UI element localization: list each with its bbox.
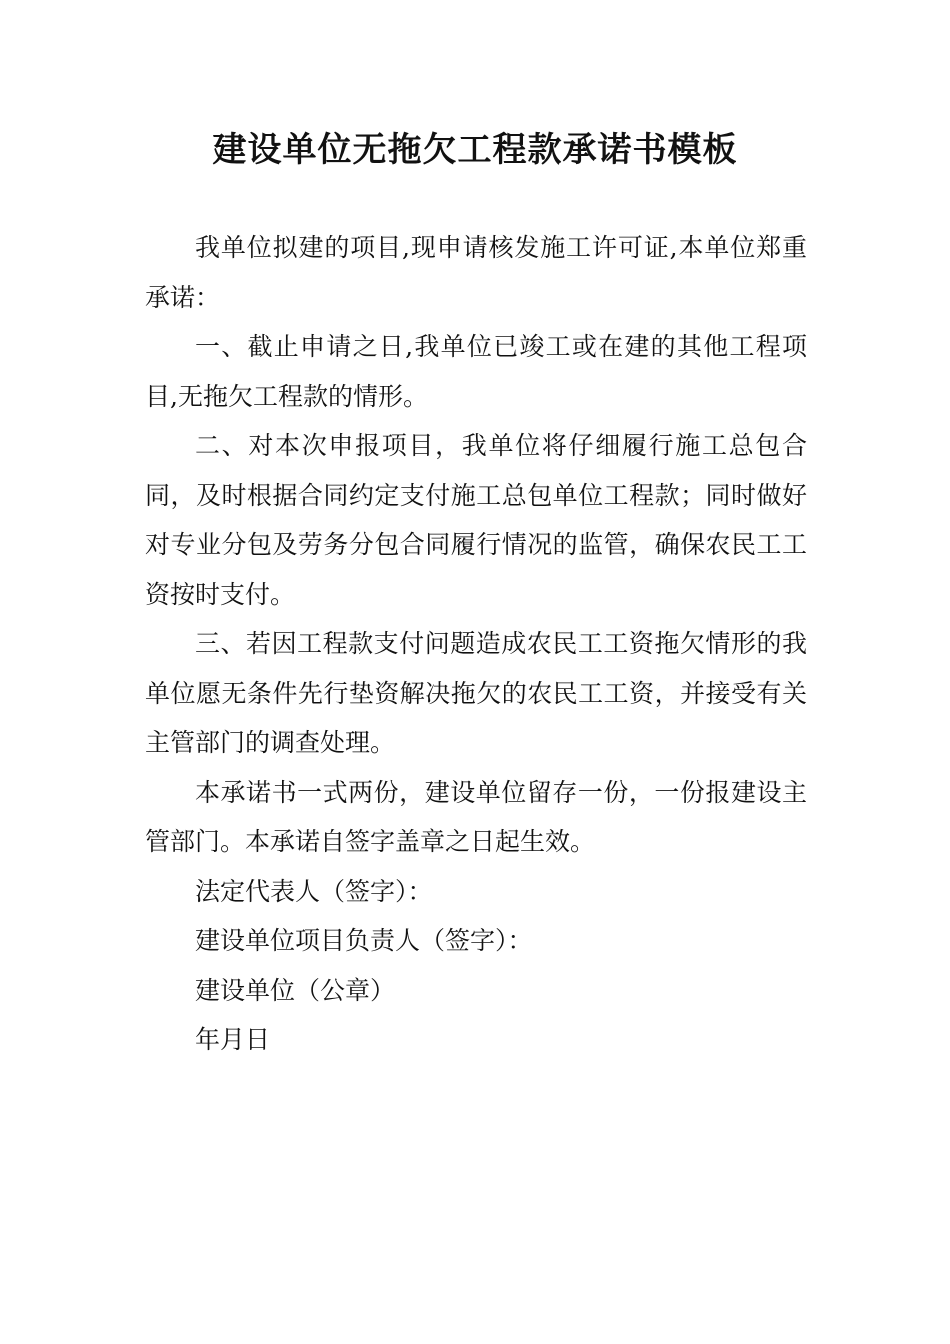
legal-representative-signature: 法定代表人（签字）： (195, 876, 433, 906)
date-line: 年月日 (195, 1025, 271, 1054)
commitment-item-1: 一、截止申请之日,我单位已竣工或在建的其他工程项目,无拖欠工程款的情形。 (145, 332, 807, 411)
document-title: 建设单位无拖欠工程款承诺书模板 (212, 130, 738, 170)
unit-seal: 建设单位（公章） (195, 975, 396, 1005)
validity-paragraph: 本承诺书一式两份，建设单位留存一份，一份报建设主管部门。本承诺自签字盖章之日起生效。 (145, 777, 807, 856)
commitment-item-2: 二、对本次申报项目，我单位将仔细履行施工总包合同，及时根据合同约定支付施工总包单位工程款；同时做好对专业分包及劳务分包合同履行情况的监管，确保农民工工资按时支付。 (145, 431, 807, 609)
commitment-item-3: 三、若因工程款支付问题造成农民工工资拖欠情形的我单位愿无条件先行垫资解决拖欠的农民工工资，并接受有关主管部门的调查处理。 (145, 629, 807, 757)
project-leader-signature: 建设单位项目负责人（签字）： (195, 926, 533, 955)
intro-paragraph: 我单位拟建的项目,现申请核发施工许可证,本单位郑重承诺： (145, 233, 807, 312)
document-body (145, 223, 807, 1065)
